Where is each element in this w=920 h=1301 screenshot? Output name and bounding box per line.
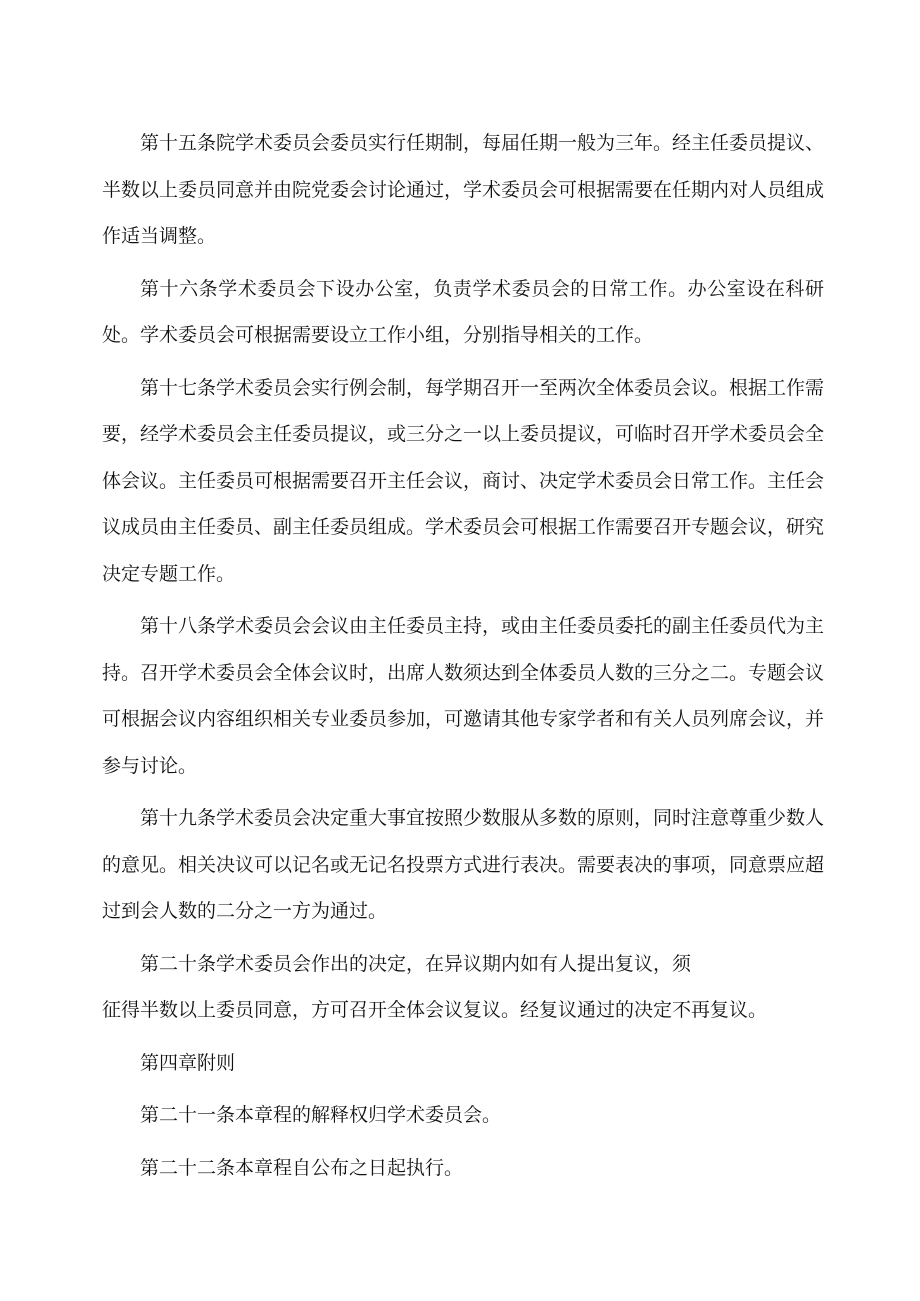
article-21-paragraph: 第二十一条本章程的解释权归学术委员会。 — [140, 1104, 502, 1126]
article-18-paragraph: 第十八条学术委员会会议由主任委员主持，或由主任委员委托的副主任委员代为主持。召开学术委员会全体会议时，出席人数须达到全体委员人数的三分之二。专题会议可根据会议内容组织相关专业委员参加，可邀请其他专家学者和有关人员列席会议，并参与讨论。 — [102, 615, 825, 777]
chapter-4-heading: 第四章附则 — [140, 1051, 236, 1074]
article-20-paragraph — [102, 941, 824, 1034]
article-20-line-2: 征得半数以上委员同意，方可召开全体会议复议。经复议通过的决定不再复议。 — [102, 999, 768, 1021]
article-16-paragraph: 第十六条学术委员会下设办公室，负责学术委员会的日常工作。办公室设在科研处。学术委员会可根据需要设立工作小组，分别指导相关的工作。 — [102, 277, 824, 346]
article-15-paragraph: 第十五条院学术委员会委员实行任期制，每届任期一般为三年。经主任委员提议、半数以上委员同意并由院党委会讨论通过，学术委员会可根据需要在任期内对人员组成作适当调整。 — [102, 132, 825, 247]
article-20-line-1: 第二十条学术委员会作出的决定，在异议期内如有人提出复议，须 — [140, 952, 692, 975]
article-19-paragraph: 第十九条学术委员会决定重大事宜按照少数服从多数的原则，同时注意尊重少数人的意见。相关决议可以记名或无记名投票方式进行表决。需要表决的事项，同意票应超过到会人数的二分之一方为通过。 — [102, 807, 825, 922]
article-17-paragraph: 第十七条学术委员会实行例会制，每学期召开一至两次全体委员会议。根据工作需要，经学术委员会主任委员提议，或三分之一以上委员提议，可临时召开学术委员会全体会议。主任委员可根据需要召开主任会议，商讨、决定学术委员会日常工作。主任会议成员由主任委员、副主任委员组成。学术委员会可根据工作需要召开专题会议，研究决定专题工作。 — [102, 376, 825, 585]
article-22-paragraph: 第二十二条本章程自公布之日起执行。 — [140, 1156, 464, 1179]
document-body — [102, 120, 824, 1191]
